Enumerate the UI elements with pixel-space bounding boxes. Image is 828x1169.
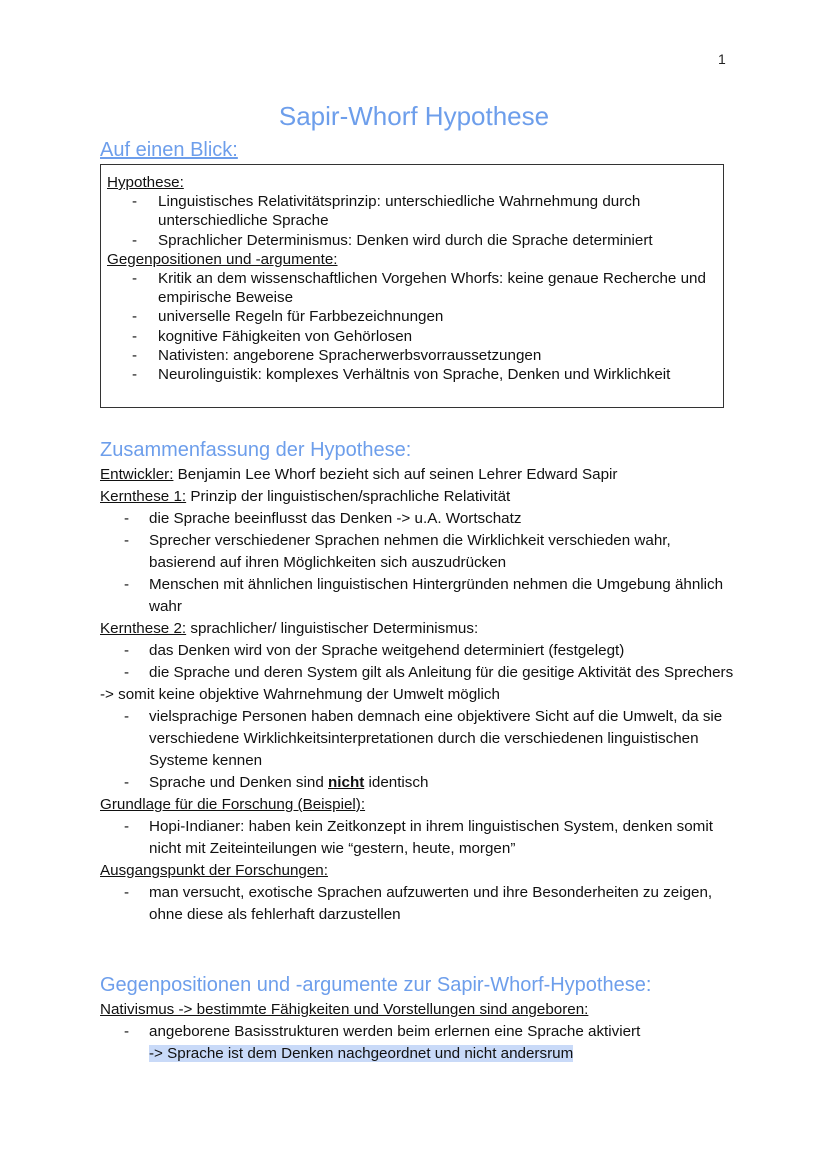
nativism-list [100, 1021, 740, 1065]
dash-bullet: - [132, 231, 138, 249]
thesis1-label: Kernthese 1: [100, 488, 187, 505]
conclusion-list [100, 706, 740, 794]
counter-label: Gegenpositionen und -argumente: [107, 250, 338, 268]
thesis1-line: Kernthese 1: Prinzip der linguistischen/sprachliche Relativität [100, 488, 511, 505]
list-item: - Sprache und Denken sind nicht identisch [100, 772, 740, 794]
list-item: - Neurolinguistik: komplexes Verhältnis von Sprache, Denken und Wirklichkeit [132, 366, 671, 384]
starting-point-label: Ausgangspunkt der Forschungen: [100, 862, 328, 879]
emphasis-nicht: nicht [328, 774, 365, 791]
list-item: - Menschen mit ähnlichen linguistischen Hintergründen nehmen die Umgebung ähnlich wahr [124, 576, 724, 615]
nativism-label: Nativismus -> bestimmte Fähigkeiten und Vorstellungen sind angeboren: [100, 1001, 589, 1018]
overview-box [100, 164, 724, 408]
research-basis-label: Grundlage für die Forschung (Beispiel): [100, 796, 366, 813]
dash-bullet: - [124, 576, 130, 593]
dash-bullet: - [132, 346, 138, 364]
dash-bullet: - [124, 664, 130, 681]
thesis2-line: Kernthese 2: sprachlicher/ linguistischer Determinismus: [100, 620, 479, 637]
list-item: - das Denken wird von der Sprache weitgehend determiniert (festgelegt) [100, 640, 740, 662]
highlighted-text: -> Sprache ist dem Denken nachgeordnet und nicht andersrum [149, 1045, 574, 1062]
overview-heading: Auf einen Blick: [100, 139, 238, 161]
dash-bullet: - [132, 270, 138, 288]
thesis2-list [100, 640, 740, 684]
list-item: - die Sprache beeinflusst das Denken -> u.A. Wortschatz [100, 508, 740, 530]
dash-bullet: - [132, 327, 138, 345]
dash-bullet: - [124, 708, 130, 725]
dash-bullet: - [124, 532, 130, 549]
dash-bullet: - [124, 818, 130, 835]
document-title: Sapir-Whorf Hypothese [278, 101, 550, 131]
list-item: - Kritik an dem wissenschaftlichen Vorgehen Whorfs: keine genaue Recherche und empirische Beweise [132, 270, 706, 307]
thesis2-label: Kernthese 2: [100, 620, 187, 637]
hypothesis-list [107, 192, 717, 250]
summary-heading: Zusammenfassung der Hypothese: [100, 439, 412, 461]
conclusion-line: -> somit keine objektive Wahrnehmung der Umwelt möglich [100, 686, 500, 703]
developer-label: Entwickler: [100, 466, 174, 483]
list-item: - Sprecher verschiedener Sprachen nehmen die Wirklichkeit verschieden wahr, basierend auf ihren Möglichkeiten sich auszudrücken [124, 532, 671, 571]
counterpositions-heading: Gegenpositionen und -argumente zur Sapir-Whorf-Hypothese: [100, 974, 652, 996]
list-item: - die Sprache und deren System gilt als Anleitung für die gesitige Aktivität des Sprechers [100, 662, 740, 684]
dash-bullet: - [132, 193, 138, 211]
hypothesis-label: Hypothese: [107, 174, 184, 191]
list-item: - kognitive Fähigkeiten von Gehörlosen [132, 327, 413, 345]
summary-body [100, 464, 740, 926]
list-item: - Hopi-Indianer: haben kein Zeitkonzept in ihrem linguistischen System, denken somit nicht mit Zeiteinteilungen wie “gestern, heute, morgen” [124, 818, 713, 857]
dash-bullet: - [132, 308, 138, 326]
dash-bullet: - [124, 510, 130, 527]
thesis1-list [100, 508, 740, 618]
counterpositions-body [100, 999, 740, 1065]
list-item: - Nativisten: angeborene Spracherwerbsvorraussetzungen [132, 346, 542, 364]
list-item: - vielsprachige Personen haben demnach eine objektivere Sicht auf die Umwelt, da sie verschiedene Wirklichkeitsinterpretationen durch die verschiedenen linguistischen Systeme kennen [124, 708, 723, 769]
list-item: - universelle Regeln für Farbbezeichnungen [132, 308, 444, 326]
list-item: - man versucht, exotische Sprachen aufzuwerten und ihre Besonderheiten zu zeigen, ohne diese als fehlerhaft darzustellen [124, 884, 713, 923]
dash-bullet: - [124, 884, 130, 901]
page-number: 1 [718, 51, 726, 67]
dash-bullet: - [124, 1023, 130, 1040]
dash-bullet: - [132, 366, 138, 384]
list-item: - Sprachlicher Determinismus: Denken wird durch die Sprache determiniert [132, 231, 653, 249]
dash-bullet: - [124, 642, 130, 659]
starting-point-list [100, 882, 740, 926]
dash-bullet: - [124, 774, 130, 791]
list-item: - angeborene Basisstrukturen werden beim erlernen eine Sprache aktiviert -> Sprache ist dem Denken nachgeordnet und nicht andersrum [124, 1023, 641, 1062]
counter-list [107, 269, 717, 384]
list-item: - Linguistisches Relativitätsprinzip: unterschiedliche Wahrnehmung durch unterschiedliche Sprache [132, 193, 641, 230]
developer-line: Entwickler: Benjamin Lee Whorf bezieht sich auf seinen Lehrer Edward Sapir [100, 466, 618, 483]
research-basis-list [100, 816, 740, 860]
